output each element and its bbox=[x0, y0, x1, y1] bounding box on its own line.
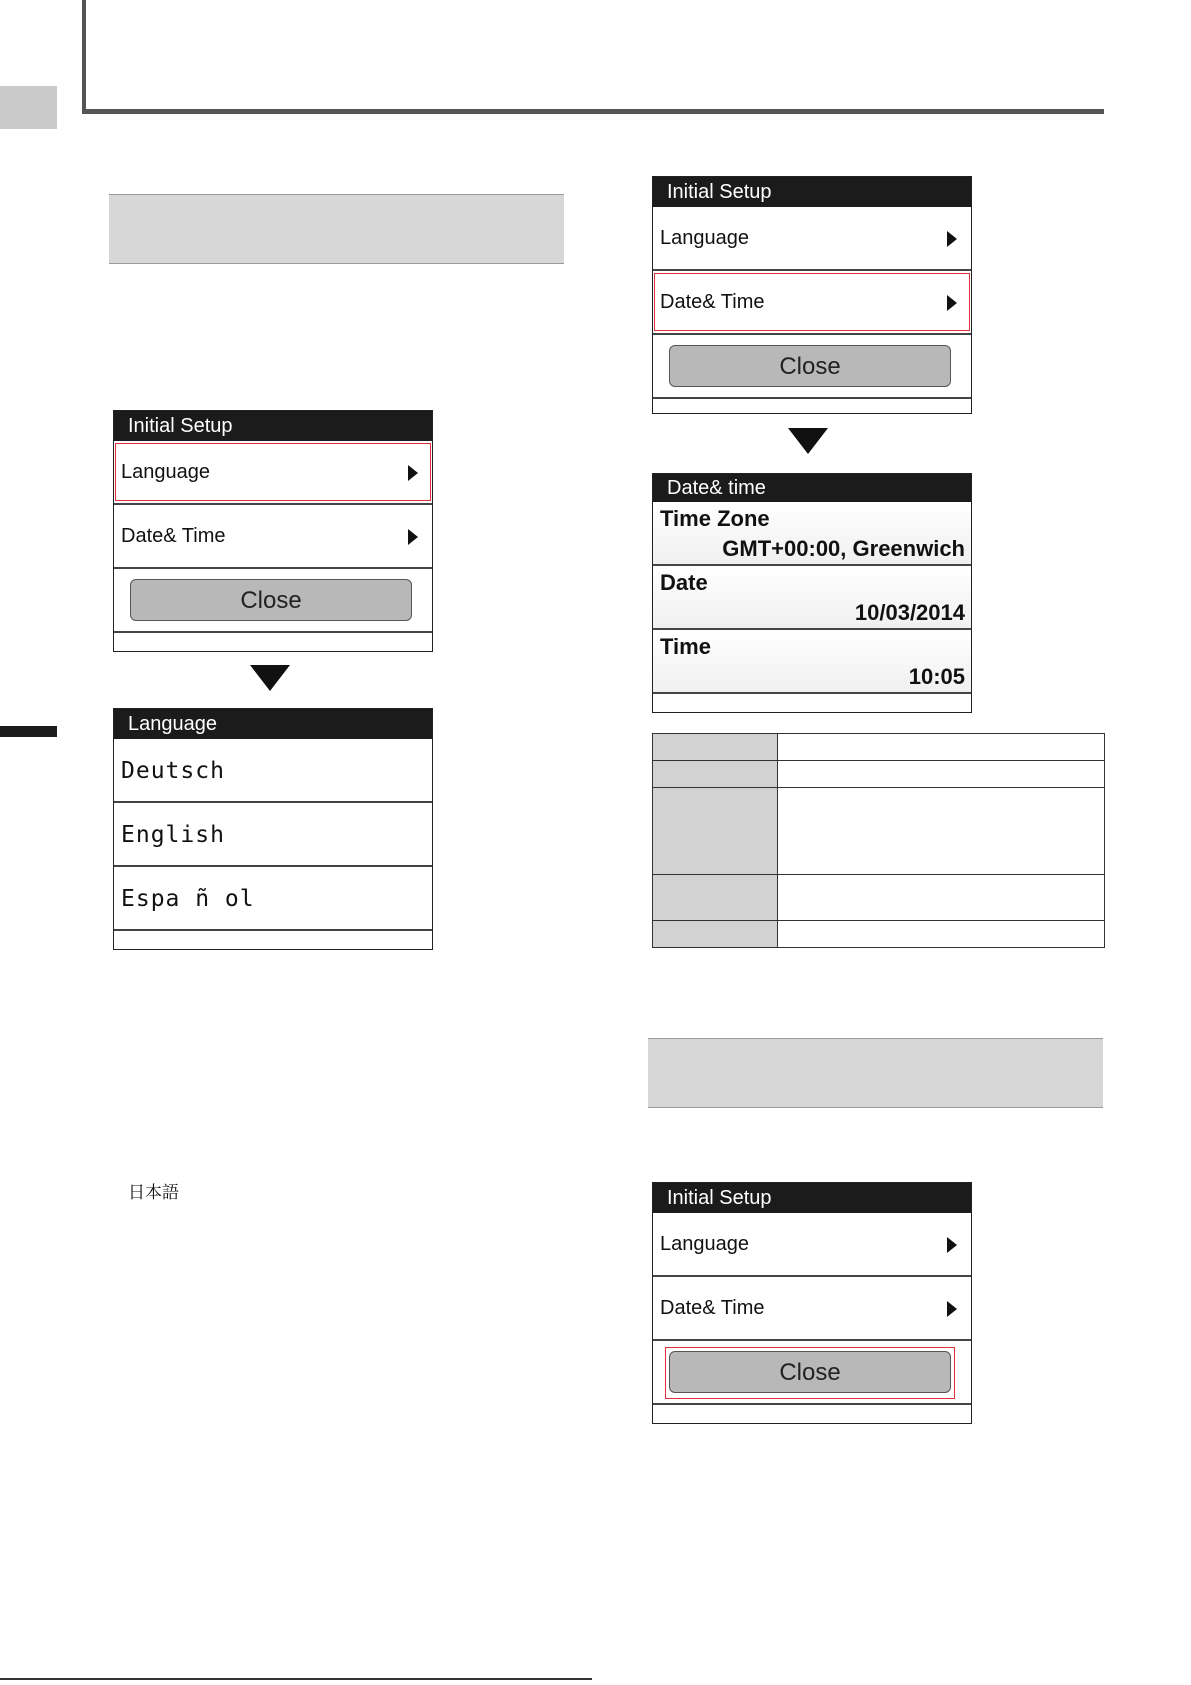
language-screen bbox=[113, 708, 433, 950]
arrow-down-icon bbox=[250, 665, 290, 691]
table-value-cell bbox=[778, 734, 1105, 761]
setting-name: Time Zone bbox=[660, 506, 770, 531]
table-key-cell bbox=[653, 734, 778, 761]
screen-footer bbox=[653, 399, 971, 413]
setting-name: Time bbox=[660, 634, 711, 659]
close-button[interactable]: Close bbox=[130, 579, 412, 621]
close-button[interactable]: Close bbox=[669, 345, 951, 387]
japanese-language-label: 日本語 bbox=[128, 1183, 179, 1203]
initial-setup-screen bbox=[652, 1182, 972, 1424]
menu-item-label: Date& Time bbox=[660, 291, 765, 313]
side-tab-marker bbox=[0, 86, 57, 129]
menu-item-label: Date& Time bbox=[121, 525, 226, 547]
language-option-english[interactable] bbox=[114, 803, 432, 867]
screen-title: Initial Setup bbox=[114, 411, 432, 441]
arrow-down-icon bbox=[788, 428, 828, 454]
table-value-cell bbox=[778, 921, 1105, 948]
menu-item-language[interactable] bbox=[653, 1213, 971, 1277]
section-heading-bar bbox=[648, 1038, 1103, 1108]
table-key-cell bbox=[653, 875, 778, 921]
table-value-cell bbox=[778, 875, 1105, 921]
table-key-cell bbox=[653, 761, 778, 788]
date-row[interactable] bbox=[653, 566, 971, 630]
menu-item-label: Language bbox=[660, 227, 749, 249]
close-row bbox=[114, 569, 432, 633]
language-option-label: Espa ñ ol bbox=[121, 886, 255, 912]
menu-item-label: Language bbox=[660, 1233, 749, 1255]
menu-item-language[interactable] bbox=[114, 441, 432, 505]
menu-item-language[interactable] bbox=[653, 207, 971, 271]
chevron-right-icon bbox=[947, 231, 957, 247]
chevron-right-icon bbox=[947, 295, 957, 311]
menu-item-label: Date& Time bbox=[660, 1297, 765, 1319]
screen-footer bbox=[114, 931, 432, 949]
language-option-espanol[interactable] bbox=[114, 867, 432, 931]
screen-footer bbox=[653, 694, 971, 712]
language-option-label: Deutsch bbox=[121, 758, 225, 784]
screen-footer bbox=[114, 633, 432, 651]
close-row bbox=[653, 335, 971, 399]
initial-setup-screen bbox=[113, 410, 433, 652]
close-button[interactable]: Close bbox=[669, 1351, 951, 1393]
table-value-cell bbox=[778, 788, 1105, 875]
table-key-cell bbox=[653, 921, 778, 948]
screen-footer bbox=[653, 1405, 971, 1423]
screen-title: Initial Setup bbox=[653, 177, 971, 207]
table-row bbox=[653, 921, 1105, 948]
time-zone-row[interactable] bbox=[653, 502, 971, 566]
table-row bbox=[653, 734, 1105, 761]
table-row bbox=[653, 761, 1105, 788]
table-value-cell bbox=[778, 761, 1105, 788]
chevron-right-icon bbox=[408, 529, 418, 545]
footer-rule bbox=[0, 1678, 592, 1680]
table-row bbox=[653, 788, 1105, 875]
page-header-frame bbox=[82, 0, 1104, 114]
initial-setup-screen bbox=[652, 176, 972, 414]
table-row bbox=[653, 875, 1105, 921]
table-key-cell bbox=[653, 788, 778, 875]
chevron-right-icon bbox=[947, 1237, 957, 1253]
language-option-label: English bbox=[121, 822, 225, 848]
setting-value: 10:05 bbox=[908, 664, 965, 689]
setting-value: GMT+00:00, Greenwich bbox=[722, 536, 965, 561]
chevron-right-icon bbox=[947, 1301, 957, 1317]
setting-value: 10/03/2014 bbox=[854, 600, 965, 625]
side-tab-marker-dark bbox=[0, 726, 57, 737]
language-option-deutsch[interactable] bbox=[114, 739, 432, 803]
menu-item-date-time[interactable] bbox=[114, 505, 432, 569]
close-row bbox=[653, 1341, 971, 1405]
screen-title: Date& time bbox=[653, 474, 971, 502]
menu-item-date-time[interactable] bbox=[653, 1277, 971, 1341]
menu-item-date-time[interactable] bbox=[653, 271, 971, 335]
section-heading-bar bbox=[109, 194, 564, 264]
screen-title: Language bbox=[114, 709, 432, 739]
setting-name: Date bbox=[660, 570, 708, 595]
date-time-screen bbox=[652, 473, 972, 713]
screen-title: Initial Setup bbox=[653, 1183, 971, 1213]
chevron-right-icon bbox=[408, 465, 418, 481]
settings-table bbox=[652, 733, 1105, 948]
menu-item-label: Language bbox=[121, 461, 210, 483]
time-row[interactable] bbox=[653, 630, 971, 694]
